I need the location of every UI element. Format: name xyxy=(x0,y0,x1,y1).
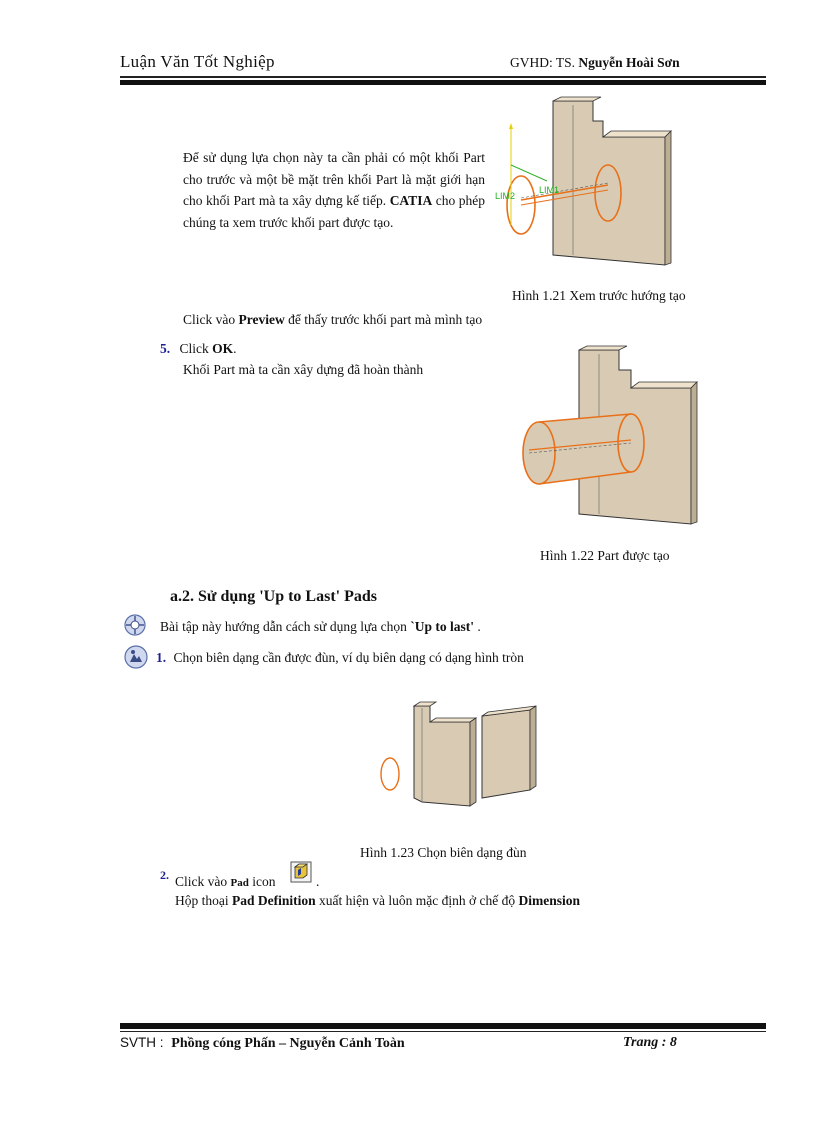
step-2-line-2 xyxy=(175,893,580,909)
header-supervisor xyxy=(510,55,680,71)
step-1-number: 1. xyxy=(156,650,167,665)
header-supervisor-name: Nguyễn Hoài Sơn xyxy=(578,55,680,70)
step-2-line2-bold1: Pad Definition xyxy=(232,893,316,908)
preview-bold: Preview xyxy=(238,312,285,327)
intro-bold: CATIA xyxy=(389,193,433,208)
exercise-bold: `Up to last' xyxy=(410,619,475,634)
section-heading: a.2. Sử dụng 'Up to Last' Pads xyxy=(170,588,377,605)
footer-names: Phồng cóng Phấn – Nguyễn Cảnh Toàn xyxy=(171,1036,405,1051)
exercise-post: . xyxy=(477,619,481,634)
exercise-line xyxy=(160,619,481,635)
page-number: Trang : 8 xyxy=(623,1035,677,1050)
preview-pre: Click vào xyxy=(183,312,236,327)
figure-1-22-part-image xyxy=(515,340,725,530)
step-1 xyxy=(156,650,524,666)
footer-rule-thin xyxy=(120,1031,766,1032)
step-2-num: 2. xyxy=(160,868,169,882)
intro-paragraph xyxy=(183,147,485,233)
step-5-number: 5. xyxy=(160,341,171,356)
pad-icon xyxy=(290,861,312,883)
figure-1-23-profile-image xyxy=(370,698,550,818)
intro-text-2: cho phép chúng ta xem trước khối part được tạo. xyxy=(183,193,485,230)
preview-post: để thấy trước khối part mà mình tạo xyxy=(288,312,483,327)
header-supervisor-prefix: GVHD: TS. xyxy=(510,55,576,70)
step-5-bold: OK xyxy=(212,341,234,356)
footer-students xyxy=(120,1035,405,1052)
figure-1-21-preview-image xyxy=(495,95,695,275)
figure-1-21-caption: Hình 1.21 Xem trước hướng tạo xyxy=(512,288,686,303)
lim2-label: LIM2 xyxy=(495,191,516,201)
figure-1-22-caption: Hình 1.22 Part được tạo xyxy=(540,548,670,563)
step-5-pre: Click xyxy=(179,341,209,356)
step-5 xyxy=(160,341,237,357)
step-2-end: . xyxy=(316,874,320,889)
lim1-label: LIM1 xyxy=(539,185,560,195)
exercise-pre: Bài tập này hướng dẫn cách sử dụng lựa chọn xyxy=(160,619,407,634)
step-5-line-2: Khối Part mà ta cần xây dựng đã hoàn thành xyxy=(183,362,424,377)
step-2-bold: Pad xyxy=(230,877,249,889)
header-rule-thick xyxy=(120,80,766,85)
step-2-post: icon xyxy=(252,874,276,889)
step-2-pre: Click vào xyxy=(175,874,228,889)
step-1-text: Chọn biên dạng cần được đùn, ví dụ biên dạng có dạng hình tròn xyxy=(173,650,524,665)
profile-circle xyxy=(381,758,399,790)
header-rule-thin xyxy=(120,76,766,78)
part-front-face xyxy=(553,101,665,265)
step-2-number xyxy=(160,867,169,883)
footer-prefix: SVTH : xyxy=(120,1035,164,1050)
exercise-icon xyxy=(124,614,146,636)
intro-text-1: Để sử dụng lựa chọn này ta cần phải có một khối Part cho trước và một bề mặt trên khối Part là mặt giới hạn cho khối Part mà ta xây dựng kế tiếp. xyxy=(183,150,485,208)
step-5-post: . xyxy=(233,341,237,356)
cylinder-end xyxy=(523,422,555,484)
figure-1-23-caption: Hình 1.23 Chọn biên dạng đùn xyxy=(360,845,527,860)
footer-rule-thick xyxy=(120,1023,766,1029)
preview-instruction xyxy=(183,312,482,328)
step-2-line2-mid: xuất hiện và luôn mặc định ở chế độ xyxy=(319,893,516,908)
header-title: Luận Văn Tốt Nghiệp xyxy=(120,52,275,71)
step-2 xyxy=(175,874,275,890)
step-2-line2-bold2: Dimension xyxy=(518,893,580,908)
step-action-icon xyxy=(124,645,148,669)
step-2-line2-pre: Hộp thoại xyxy=(175,893,229,908)
